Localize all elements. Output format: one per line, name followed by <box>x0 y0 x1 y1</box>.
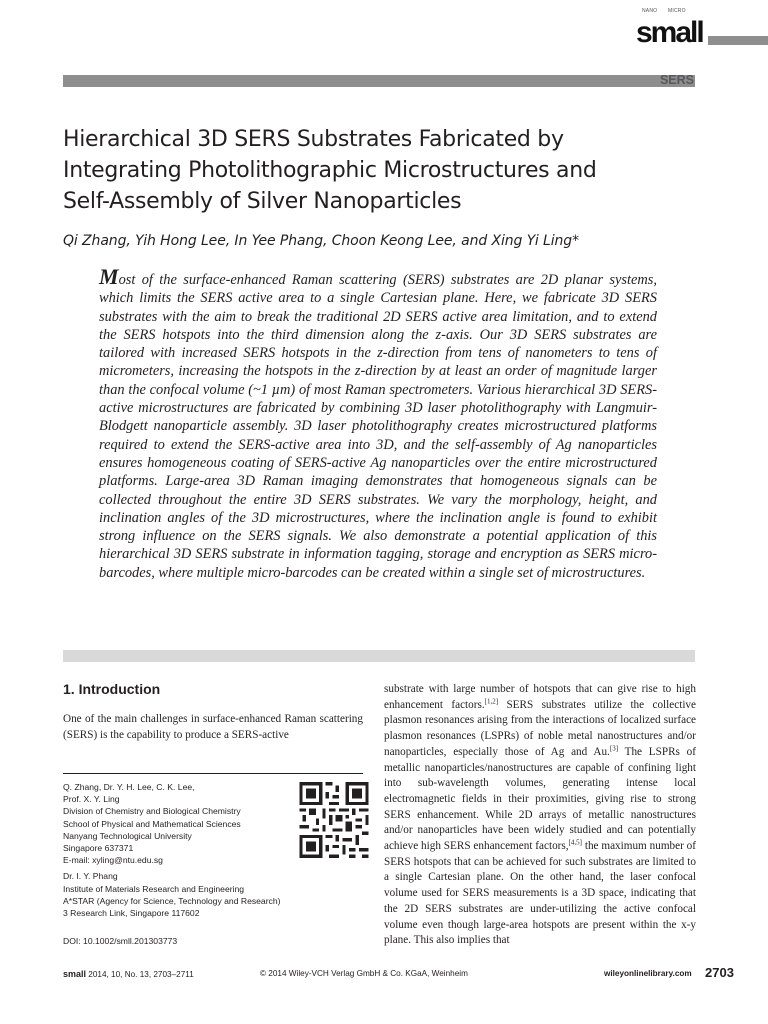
section-divider-bar <box>63 650 695 662</box>
email-link[interactable]: E-mail: xyling@ntu.edu.sg <box>63 855 163 866</box>
journal-logo <box>636 8 706 48</box>
header-bar-right <box>708 36 768 45</box>
affiliations <box>63 781 293 919</box>
intro-text-d: the maximum number of SERS hotspots that can be achieved for such substrates are limited to a single Cartesian plane. On the other hand, the laser confocal volume used for SERS measurements is a 3D space, indicating that the 2D SERS substrates are under-utilizing the active confocal volume even though large-area hotspots are present within the x-y plane. This also implies that <box>384 840 696 947</box>
abstract-drop-cap: M <box>99 264 119 289</box>
citation-ref: [1,2] <box>484 696 499 705</box>
title-line-1: Hierarchical 3D SERS Substrates Fabricated by <box>63 127 564 152</box>
affiliation-line: Institute of Materials Research and Engineering <box>63 883 245 894</box>
logo-sub-right: MICRO <box>668 8 686 14</box>
section-label: SERS <box>659 73 694 87</box>
intro-text-b: SERS substrates utilize the collective plasmon resonances arising from the interactions of localized surface plasmon resonances (LSPRs) of noble metal nanostructures and/or nanoparticles, especially those of Ag and Au. <box>384 698 696 758</box>
affiliation-line: Singapore 637371 <box>63 843 134 854</box>
logo-word: small <box>636 16 703 49</box>
section-heading-introduction: 1. Introduction <box>63 681 161 697</box>
affiliation-rule <box>63 773 363 774</box>
citation-ref: [4,5] <box>568 838 582 847</box>
abstract-text: ost of the surface-enhanced Raman scattering (SERS) substrates are 2D planar systems, which limits the SERS active area to a single Cartesian plane. Here, we fabricate 3D SERS substrates with the aim to break the traditional 2D SERS active area limitation, and to extend the SERS hotspots into the third dimension along the z-axis. Our 3D SERS substrates are tailored with increased SERS hotspots in the z-direction from tens of nanometers to tens of micrometers, increasing the hotspots in the z-direction by at least an order of magnitude larger than the confocal volume (~1 µm) of most Raman spectrometers. Various hierarchical 3D SERS-active microstructures are fabricated by combining 3D laser photolithography with Langmuir-Blodgett nanoparticle assembly. 3D laser photolithography creates microstructured platforms required to extend the SERS-active area into 3D, and the self-assembly of Ag nanoparticles ensures homogeneous coating of SERS-active Ag nanoparticles over the entire microstructured platforms. Large-area 3D Raman imaging demonstrates that homogeneous signals can be collected throughout the entire 3D SERS substrates. We vary the morphology, height, and inclination angles of the 3D microstructures, where the inclination angle is found to exhibit strong influence on the SERS signals. We also demonstrate a potential application of this hierarchical 3D SERS substrate in information tagging, storage and encryption as SERS micro-barcodes, where multiple micro-barcodes can be created within a single set of microstructures. <box>99 272 657 581</box>
footer-citation-text: 2014, 10, No. 13, 2703–2711 <box>86 970 194 979</box>
footer-journal-name: small <box>63 969 87 979</box>
affiliation-line: Prof. X. Y. Ling <box>63 794 120 805</box>
citation-ref: [3] <box>609 744 619 753</box>
header-bar <box>63 75 695 87</box>
intro-left-column: One of the main challenges in surface-enhanced Raman scattering (SERS) is the capability to produce a SERS-active <box>63 713 363 741</box>
page-footer <box>63 966 739 982</box>
title-line-2: Integrating Photolithographic Microstructures and <box>63 158 597 183</box>
article-title <box>63 124 683 217</box>
affiliation-line: A*STAR (Agency for Science, Technology and Research) <box>63 895 281 906</box>
qr-code-icon[interactable] <box>299 782 369 858</box>
intro-right-column <box>384 682 696 949</box>
footer-citation <box>63 969 194 979</box>
title-line-3: Self-Assembly of Silver Nanoparticles <box>63 189 462 214</box>
affiliation-line: School of Physical and Mathematical Sciences <box>63 818 241 829</box>
affiliation-line: Nanyang Technological University <box>63 830 192 841</box>
intro-text-c: The LSPRs of metallic nanoparticles/nanostructures are capable of confining light into sub-wavelength volumes, generating intense local electromagnetic fields in their proximities, giving rise to strong SERS enhancement. While 2D arrays of metallic nanostructures and/or nanoparticles have been widely studied and can potentially achieve high SERS enhancement factors, <box>384 745 696 853</box>
footer-website-link[interactable]: wileyonlinelibrary.com <box>604 969 692 978</box>
affiliation-line: 3 Research Link, Singapore 117602 <box>63 908 200 919</box>
doi-link[interactable]: DOI: 10.1002/smll.201303773 <box>63 936 178 946</box>
affiliation-line: Q. Zhang, Dr. Y. H. Lee, C. K. Lee, <box>63 782 195 792</box>
abstract <box>99 264 657 582</box>
affiliation-line: Dr. I. Y. Phang <box>63 871 118 882</box>
author-list: Qi Zhang, Yih Hong Lee, In Yee Phang, Choon Keong Lee, and Xing Yi Ling* <box>63 233 579 249</box>
affiliation-line: Division of Chemistry and Biological Chemistry <box>63 806 241 817</box>
page-number: 2703 <box>705 965 734 980</box>
footer-copyright: © 2014 Wiley-VCH Verlag GmbH & Co. KGaA, Weinheim <box>260 969 468 978</box>
logo-sub-left: NANO <box>642 8 658 14</box>
intro-text-a: substrate with large number of hotspots that can give rise to high enhancement factors. <box>384 683 696 711</box>
